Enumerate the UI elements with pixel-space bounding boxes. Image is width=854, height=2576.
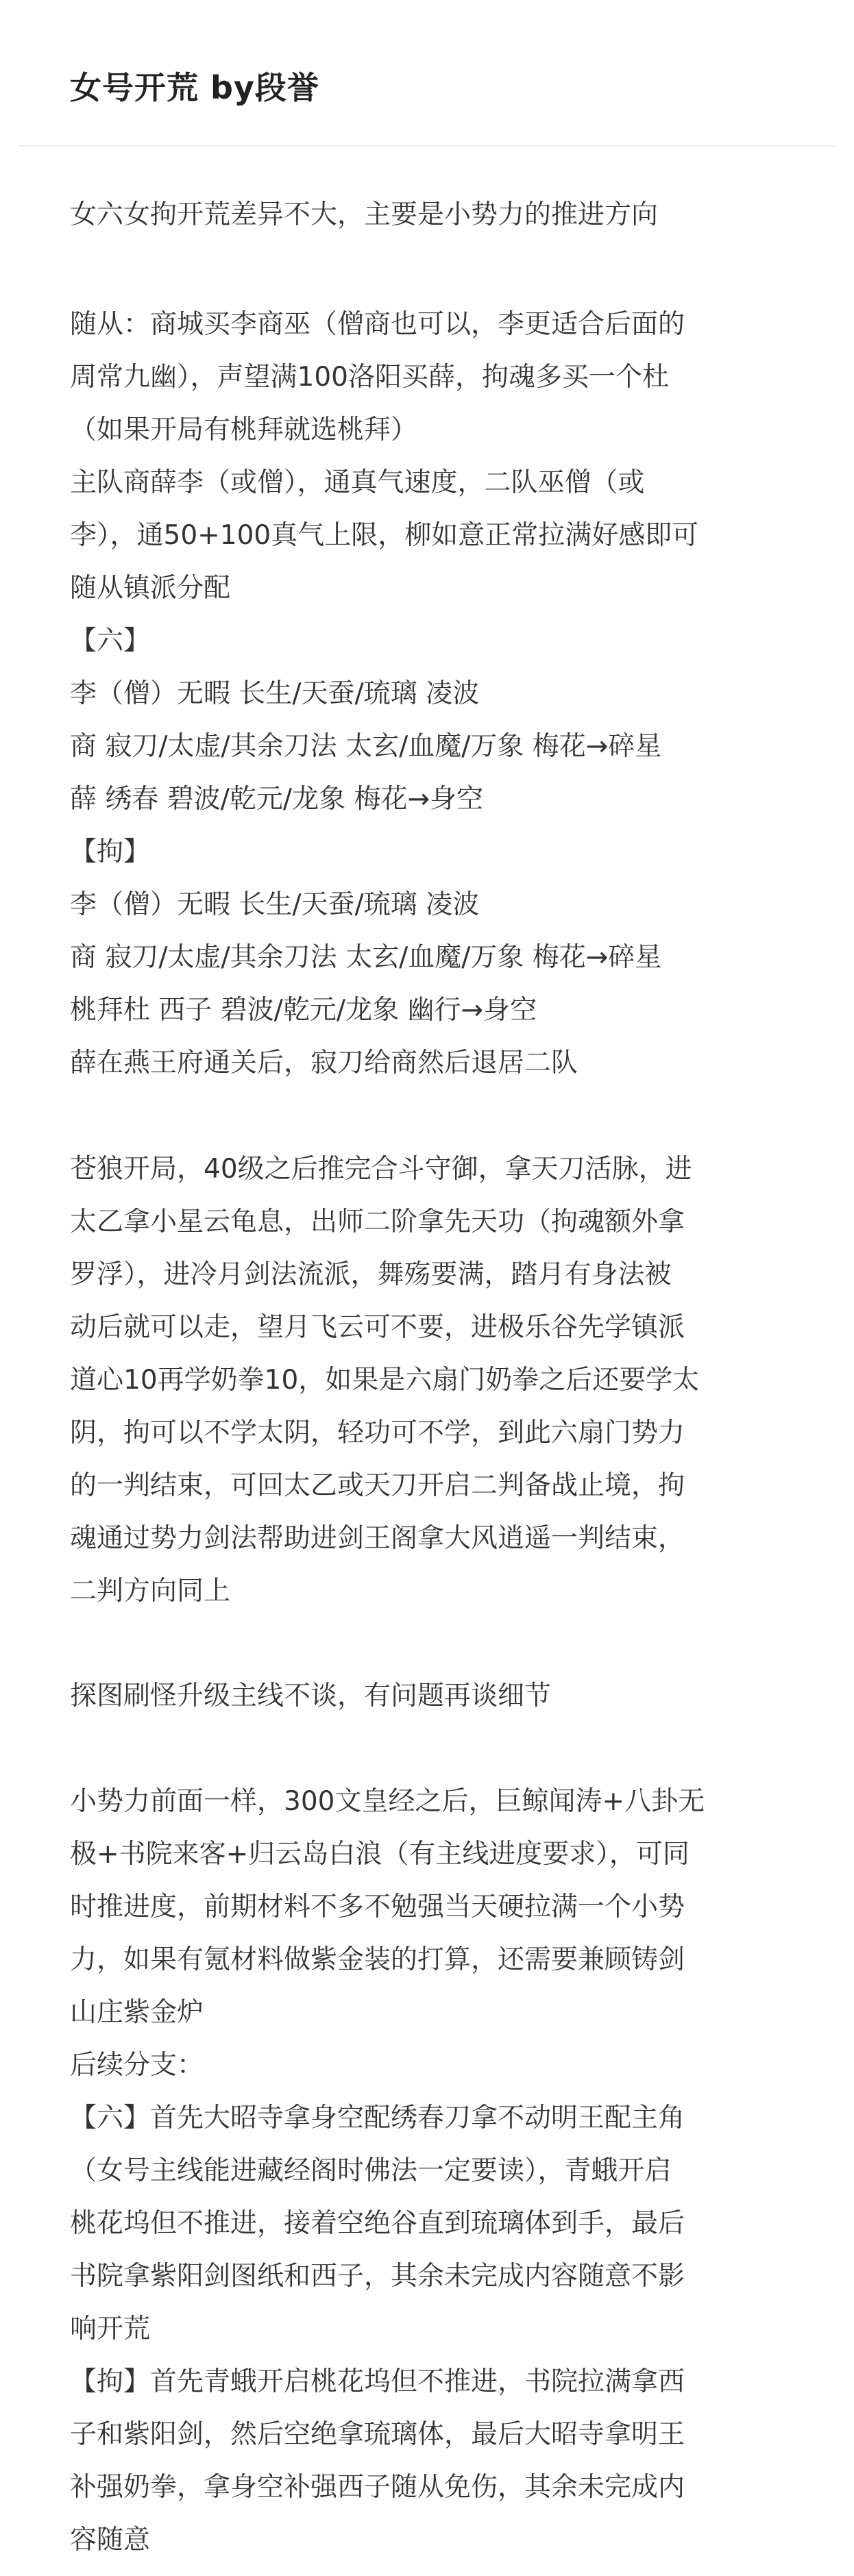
text-line: 商 寂刀/太虚/其余刀法 太玄/血魔/万象 梅花→碎星 (70, 731, 662, 762)
text-line: 山庄紫金炉 (70, 1997, 204, 2028)
text-line: 随从镇派分配 (70, 573, 231, 604)
text-line: 罗浮），进冷月剑法流派，舞殇要满，踏月有身法被 (70, 1259, 672, 1290)
text-line: 容随意 (70, 2525, 151, 2555)
text-line: 书院拿紫阳剑图纸和西子，其余未完成内容随意不影 (70, 2261, 685, 2292)
text-line: 极+书院来客+归云岛白浪（有主线进度要求），可同 (70, 1839, 690, 1870)
text-line: 魂通过势力剑法帮助进剑王阁拿大风逍遥一判结束， (70, 1523, 685, 1554)
text-line: 【六】 (70, 626, 151, 656)
text-line: 李），通50+100真气上限，柳如意正常拉满好感即可 (70, 520, 699, 551)
text-line: 李（僧）无暇 长生/天蚕/琉璃 凌波 (70, 889, 480, 920)
text-line: 力，如果有氪材料做紫金装的打算，还需要兼顾铸剑 (70, 1944, 685, 1975)
text-line: （如果开局有桃拜就选桃拜） (70, 414, 418, 445)
text-line: 补强奶拳，拿身空补强西子随从免伤，其余未完成内 (70, 2472, 685, 2503)
text-line: 女六女拘开荒差异不大，主要是小势力的推进方向 (70, 199, 659, 230)
text-line: 周常九幽），声望满100洛阳买薛，拘魂多买一个杜 (70, 362, 669, 393)
text-line: 探图刷怪升级主线不谈，有问题再谈细节 (70, 1681, 552, 1711)
text-line: 的一判结束，可回太乙或天刀开启二判备战止境，拘 (70, 1470, 685, 1501)
text-line: 桃花坞但不推进，接着空绝谷直到琉璃体到手，最后 (70, 2208, 685, 2239)
text-line: 子和紫阳剑，然后空绝拿琉璃体，最后大昭寺拿明王 (70, 2419, 685, 2450)
text-line: 薛 绣春 碧波/乾元/龙象 梅花→身空 (70, 784, 484, 815)
text-line: 太乙拿小星云龟息，出师二阶拿先天功（拘魂额外拿 (70, 1206, 685, 1237)
text-line: 时推进度，前期材料不多不勉强当天硬拉满一个小势 (70, 1892, 685, 1922)
text-line: 后续分支： (70, 2050, 204, 2081)
page-title: 女号开荒 by段誉 (70, 69, 319, 106)
text-line: 小势力前面一样，300文皇经之后，巨鲸闻涛+八卦无 (70, 1786, 705, 1817)
text-line: 道心10再学奶拳10，如果是六扇门奶拳之后还要学太 (70, 1365, 700, 1396)
article-header (18, 0, 836, 147)
text-line: 商 寂刀/太虚/其余刀法 太玄/血魔/万象 梅花→碎星 (70, 942, 662, 973)
text-line: 桃拜杜 西子 碧波/乾元/龙象 幽行→身空 (70, 995, 537, 1026)
text-line: 阴，拘可以不学太阴，轻功可不学，到此六扇门势力 (70, 1417, 685, 1448)
text-line: 二判方向同上 (70, 1576, 231, 1607)
text-line: 主队商薛李（或僧），通真气速度，二队巫僧（或 (70, 467, 645, 498)
text-line: 【拘】首先青蛾开启桃花坞但不推进，书院拉满拿西 (70, 2366, 685, 2397)
text-line: 李（僧）无暇 长生/天蚕/琉璃 凌波 (70, 678, 480, 709)
text-line: 【六】首先大昭寺拿身空配绣春刀拿不动明王配主角 (70, 2103, 685, 2133)
text-line: 苍狼开局，40级之后推完合斗守御，拿天刀活脉，进 (70, 1154, 692, 1185)
text-line: 响开荒 (70, 2314, 151, 2344)
text-line: 随从：商城买李商巫（僧商也可以，李更适合后面的 (70, 309, 685, 340)
text-line: 【拘】 (70, 837, 151, 867)
text-line: （女号主线能进藏经阁时佛法一定要读），青蛾开启 (70, 2155, 672, 2186)
text-line: 薛在燕王府通关后，寂刀给商然后退居二队 (70, 1048, 578, 1078)
text-line: 动后就可以走，望月飞云可不要，进极乐谷先学镇派 (70, 1312, 685, 1343)
